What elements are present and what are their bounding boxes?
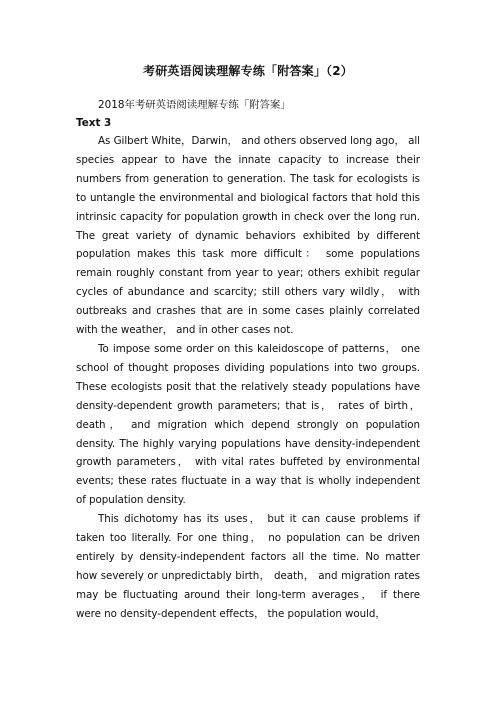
section-heading: Text 3 xyxy=(76,117,112,129)
paragraph-3: This dichotomy has its uses， but it can cause problems if taken too literally. For one thing， no population can be driven entirely by density-independent factors all the time. No matter how severely or unpredictably birth， death， and migration rates may be fluctuating around their long-term averages， if there were no density-dependent effects， the population would， xyxy=(76,513,420,620)
paragraph-1: As Gilbert White，Darwin， and others observed long ago， all species appear to have the innate capacity to increase their numbers from generation to generation. The task for ecologists is to untangle the environmental and biological factors that hold this intrinsic capacity for population growth in check over the long run. The great variety of dynamic behaviors exhibited by different population makes this task more difficult： some populations remain roughly constant from year to year; others exhibit regular cycles of abundance and scarcity; still others vary wildly， with outbreaks and crashes that are in some cases plainly correlated with the weather， and in other cases not. xyxy=(76,135,420,337)
document-subtitle: 2018年考研英语阅读理解专练「附答案」 xyxy=(98,99,291,111)
paragraph-2: To impose some order on this kaleidoscope of patterns， one school of thought proposes dividing populations into two groups. These ecologists posit that the relatively steady populations have density-dependent growth parameters; that is， rates of birth， death， and migration which depend strongly on population density. The highly varying populations have density-independent growth parameters， with vital rates buffeted by environmental events; these rates fluctuate in a way that is wholly independent of population density. xyxy=(76,342,420,507)
document-title: 考研英语阅读理解专练「附答案」（2） xyxy=(143,64,353,78)
